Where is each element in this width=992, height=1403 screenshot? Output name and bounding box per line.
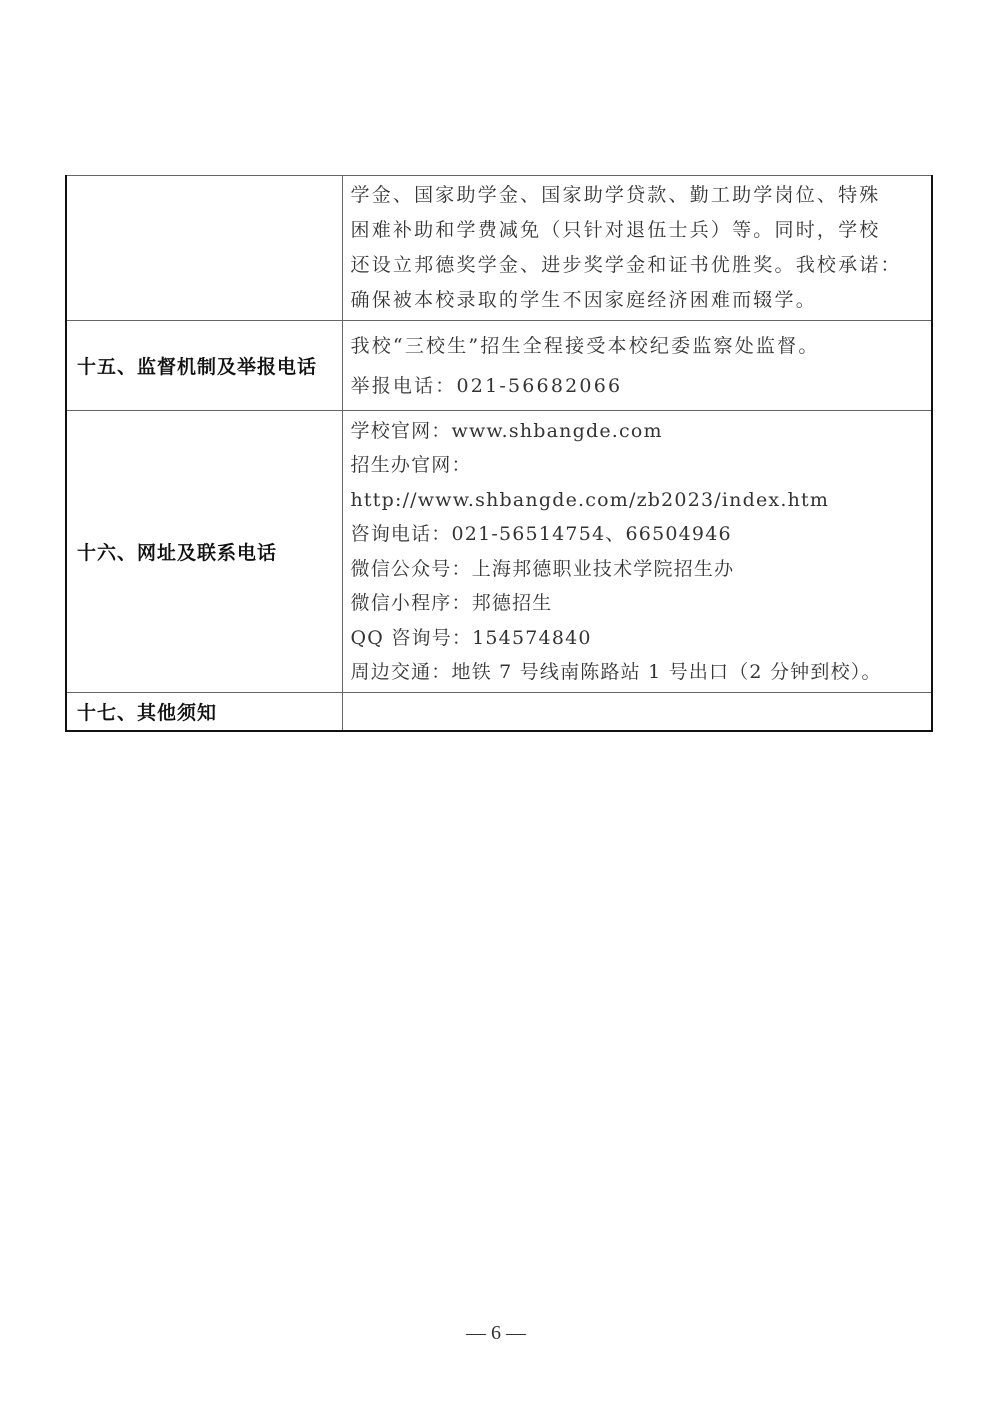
admission-website-label: 招生办官网： <box>350 454 472 476</box>
row-content <box>342 321 932 411</box>
qq-number: QQ 咨询号：154574840 <box>350 626 592 649</box>
table-row-contact <box>66 411 932 693</box>
consult-phone: 咨询电话：021-56514754、66504946 <box>350 523 732 545</box>
table-row-other <box>66 693 932 732</box>
row-label: 十六、网址及联系电话 <box>66 411 342 693</box>
table-row-scholarship-continued <box>66 176 932 321</box>
content-line: 学金、国家助学金、国家助学贷款、勤工助学岗位、特殊 <box>350 184 881 206</box>
table-row-supervision <box>66 321 932 411</box>
admission-website-url: http://www.shbangde.com/zb2023/index.htm <box>350 488 830 511</box>
page-number: — 6 — <box>466 1322 526 1344</box>
transport-info: 周边交通：地铁 7 号线南陈路站 1 号出口（2 分钟到校）。 <box>350 661 882 683</box>
school-website: 学校官网：www.shbangde.com <box>350 419 663 442</box>
report-phone: 举报电话：021-56682066 <box>350 374 623 397</box>
row-label <box>66 176 342 321</box>
wechat-account: 微信公众号：上海邦德职业技术学院招生办 <box>350 557 735 580</box>
row-content <box>342 176 932 321</box>
content-line: 确保被本校录取的学生不因家庭经济困难而辍学。 <box>350 289 817 311</box>
row-content <box>342 411 932 693</box>
wechat-miniprogram: 微信小程序：邦德招生 <box>350 592 553 614</box>
content-line: 还设立邦德奖学金、进步奖学金和证书优胜奖。我校承诺： <box>350 254 902 276</box>
admission-info-table <box>65 175 933 732</box>
row-label: 十五、监督机制及举报电话 <box>66 321 342 411</box>
content-line: 我校“三校生”招生全程接受本校纪委监察处监督。 <box>350 334 820 357</box>
row-label: 十七、其他须知 <box>66 693 342 732</box>
row-content <box>342 693 932 732</box>
content-line: 困难补助和学费减免（只针对退伍士兵）等。同时，学校 <box>350 219 881 241</box>
